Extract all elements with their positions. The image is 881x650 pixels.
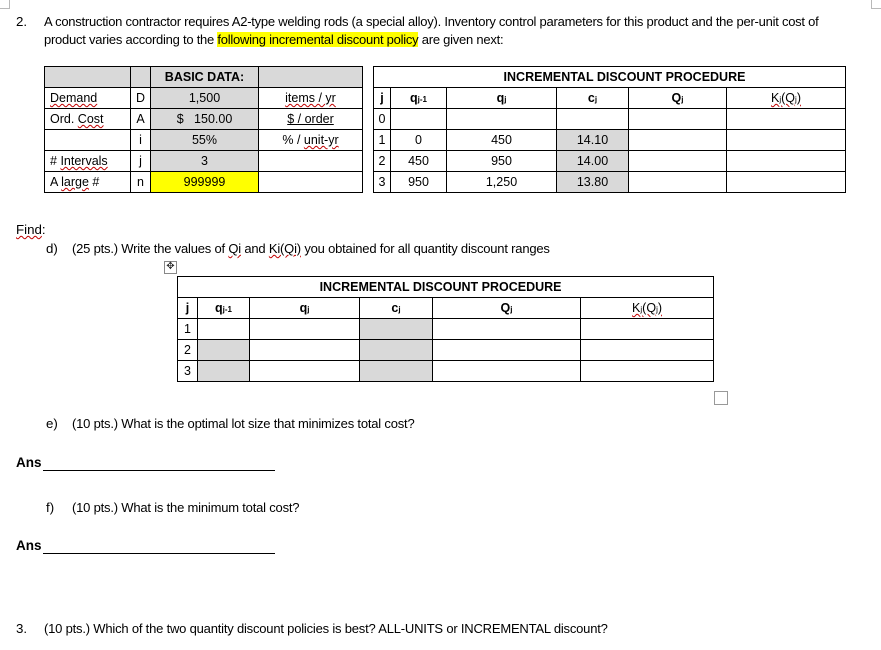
row2-c[interactable]: 14.00 bbox=[557, 151, 629, 172]
part-f-label: f) bbox=[46, 500, 55, 515]
header-Q: Qj bbox=[629, 88, 727, 109]
find-heading: Find: bbox=[16, 222, 46, 237]
answer-row3-qprev[interactable] bbox=[198, 361, 250, 382]
answer-row1-Q[interactable] bbox=[433, 319, 581, 340]
answer-row-2 bbox=[178, 340, 714, 361]
answer-row2-Q[interactable] bbox=[433, 340, 581, 361]
answer-row1-c[interactable] bbox=[360, 319, 433, 340]
basic-row-order-cost bbox=[45, 109, 363, 130]
basic-data-title: BASIC DATA: bbox=[151, 67, 259, 88]
intervals-value[interactable]: 3 bbox=[151, 151, 259, 172]
demand-value[interactable]: 1,500 bbox=[151, 88, 259, 109]
large-number-value[interactable]: 999999 bbox=[151, 172, 259, 193]
incremental-row-1 bbox=[374, 130, 846, 151]
row3-j: 3 bbox=[374, 172, 391, 193]
basic-data-title-row bbox=[45, 67, 363, 88]
answer-row1-q[interactable] bbox=[250, 319, 360, 340]
answer-header-K: Kj(Qj) bbox=[581, 298, 714, 319]
large-number-unit bbox=[259, 172, 363, 193]
answer-row2-K[interactable] bbox=[581, 340, 714, 361]
page-corner-top-left bbox=[0, 0, 10, 9]
answer-e-label: Ans bbox=[16, 455, 42, 470]
row0-qprev[interactable] bbox=[391, 109, 447, 130]
question-2-number: 2. bbox=[16, 14, 28, 29]
intervals-unit bbox=[259, 151, 363, 172]
row1-j: 1 bbox=[374, 130, 391, 151]
row3-qprev[interactable]: 950 bbox=[391, 172, 447, 193]
answer-row2-qprev[interactable] bbox=[198, 340, 250, 361]
row0-q[interactable] bbox=[447, 109, 557, 130]
basic-data-table bbox=[44, 66, 363, 193]
answer-row1-qprev[interactable] bbox=[198, 319, 250, 340]
answer-header-q-prev: qj-1 bbox=[198, 298, 250, 319]
answer-row3-c[interactable] bbox=[360, 361, 433, 382]
row3-K[interactable] bbox=[727, 172, 846, 193]
incremental-header-row bbox=[374, 88, 846, 109]
part-e-text: (10 pts.) What is the optimal lot size that minimizes total cost? bbox=[72, 416, 415, 431]
table-move-handle-icon[interactable]: ✥ bbox=[164, 261, 177, 274]
order-cost-label: Ord. Cost bbox=[50, 112, 104, 126]
row0-j: 0 bbox=[374, 109, 391, 130]
basic-row-interest bbox=[45, 130, 363, 151]
incremental-title-row bbox=[374, 67, 846, 88]
interest-value[interactable]: 55% bbox=[151, 130, 259, 151]
answer-table bbox=[177, 276, 714, 382]
answer-row1-j: 1 bbox=[178, 319, 198, 340]
answer-header-Q: Qj bbox=[433, 298, 581, 319]
intervals-symbol: j bbox=[131, 151, 151, 172]
question-3-number: 3. bbox=[16, 621, 28, 636]
row2-j: 2 bbox=[374, 151, 391, 172]
highlighted-text: following incremental discount policy bbox=[217, 32, 419, 47]
answer-header-j: j bbox=[178, 298, 198, 319]
answer-header-q: qj bbox=[250, 298, 360, 319]
question-2-line2 bbox=[44, 32, 503, 47]
basic-row-large bbox=[45, 172, 363, 193]
answer-header-c: cj bbox=[360, 298, 433, 319]
row3-q[interactable]: 1,250 bbox=[447, 172, 557, 193]
answer-row3-j: 3 bbox=[178, 361, 198, 382]
demand-label: Demand bbox=[50, 91, 98, 105]
header-j: j bbox=[374, 88, 391, 109]
basic-row-demand bbox=[45, 88, 363, 109]
answer-table-title: INCREMENTAL DISCOUNT PROCEDURE bbox=[178, 277, 714, 298]
header-c: cj bbox=[557, 88, 629, 109]
incremental-row-2 bbox=[374, 151, 846, 172]
part-d-label: d) bbox=[46, 241, 58, 256]
interest-unit: % / unit-yr bbox=[282, 133, 339, 147]
part-d-text: (25 pts.) Write the values of Qi and Ki(Qi) you obtained for all quantity discount ranges bbox=[72, 241, 550, 256]
part-e-label: e) bbox=[46, 416, 58, 431]
order-cost-unit: $ / order bbox=[287, 112, 334, 126]
row2-q[interactable]: 950 bbox=[447, 151, 557, 172]
interest-symbol: i bbox=[131, 130, 151, 151]
header-K: Kj(Qj) bbox=[727, 88, 846, 109]
line2-before: product varies according to the bbox=[44, 32, 218, 47]
row3-Q[interactable] bbox=[629, 172, 727, 193]
row1-qprev[interactable]: 0 bbox=[391, 130, 447, 151]
row2-K[interactable] bbox=[727, 151, 846, 172]
demand-symbol: D bbox=[131, 88, 151, 109]
incremental-discount-table bbox=[373, 66, 846, 193]
row2-Q[interactable] bbox=[629, 151, 727, 172]
row1-K[interactable] bbox=[727, 130, 846, 151]
header-q: qj bbox=[447, 88, 557, 109]
row1-c[interactable]: 14.10 bbox=[557, 130, 629, 151]
row0-Q[interactable] bbox=[629, 109, 727, 130]
row3-c[interactable]: 13.80 bbox=[557, 172, 629, 193]
answer-row3-q[interactable] bbox=[250, 361, 360, 382]
answer-row1-K[interactable] bbox=[581, 319, 714, 340]
row2-qprev[interactable]: 450 bbox=[391, 151, 447, 172]
intervals-label: # Intervals bbox=[50, 154, 108, 168]
answer-row2-c[interactable] bbox=[360, 340, 433, 361]
answer-row3-K[interactable] bbox=[581, 361, 714, 382]
page-corner-top-right bbox=[871, 0, 881, 9]
row0-c[interactable] bbox=[557, 109, 629, 130]
answer-row2-q[interactable] bbox=[250, 340, 360, 361]
order-cost-value[interactable]: $ 150.00 bbox=[151, 109, 259, 130]
answer-e-line[interactable] bbox=[43, 470, 275, 471]
question-2-line1: A construction contractor requires A2-type welding rods (a special alloy). Inventory control parameters for this product and the per-unit cost of bbox=[44, 14, 819, 29]
answer-title-row bbox=[178, 277, 714, 298]
row1-Q[interactable] bbox=[629, 130, 727, 151]
answer-f-label: Ans bbox=[16, 538, 42, 553]
row1-q[interactable]: 450 bbox=[447, 130, 557, 151]
row0-K[interactable] bbox=[727, 109, 846, 130]
basic-row-intervals bbox=[45, 151, 363, 172]
order-cost-symbol: A bbox=[131, 109, 151, 130]
demand-unit: items / yr bbox=[285, 91, 336, 105]
question-3-text: (10 pts.) Which of the two quantity discount policies is best? ALL-UNITS or INCREMENTAL discount? bbox=[44, 621, 608, 636]
answer-row3-Q[interactable] bbox=[433, 361, 581, 382]
incremental-row-3 bbox=[374, 172, 846, 193]
line2-after: are given next: bbox=[418, 32, 504, 47]
incremental-title: INCREMENTAL DISCOUNT PROCEDURE bbox=[374, 67, 846, 88]
answer-row-1 bbox=[178, 319, 714, 340]
large-number-symbol: n bbox=[131, 172, 151, 193]
answer-header-row bbox=[178, 298, 714, 319]
interest-label bbox=[45, 130, 131, 151]
table-resize-handle[interactable] bbox=[714, 391, 728, 405]
answer-row-3 bbox=[178, 361, 714, 382]
answer-f-line[interactable] bbox=[43, 553, 275, 554]
incremental-row-0 bbox=[374, 109, 846, 130]
large-number-label: A large # bbox=[50, 175, 100, 189]
header-q-prev: qj-1 bbox=[391, 88, 447, 109]
answer-row2-j: 2 bbox=[178, 340, 198, 361]
part-f-text: (10 pts.) What is the minimum total cost? bbox=[72, 500, 300, 515]
